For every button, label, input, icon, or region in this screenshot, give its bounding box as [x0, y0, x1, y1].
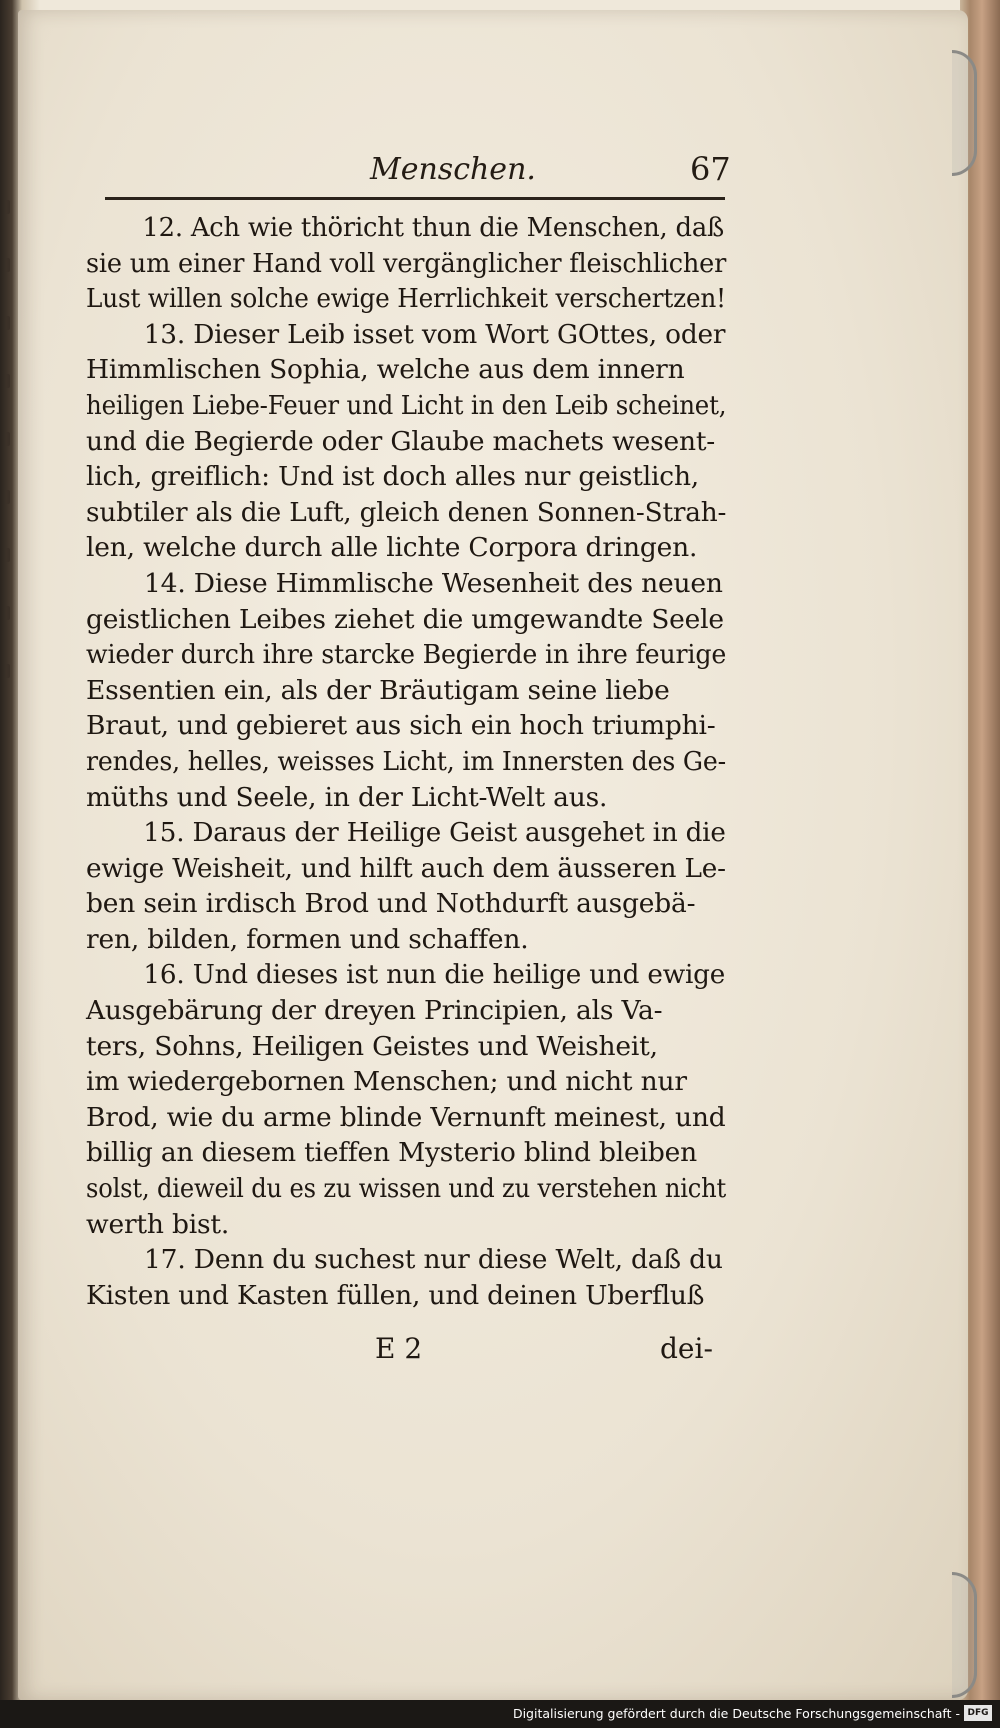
text-line: Braut, und gebieret aus sich ein hoch triumphi-	[86, 710, 716, 742]
page-footer	[90, 1332, 730, 1376]
text-line: sie um einer Hand voll vergänglicher fleischlicher	[86, 247, 727, 279]
attribution-bar	[0, 1700, 1000, 1728]
text-line: rendes, helles, weisses Licht, im Innersten des Ge-	[86, 745, 726, 777]
body-text	[86, 210, 726, 1313]
clasp-bottom	[952, 1572, 977, 1698]
text-line: Kisten und Kasten füllen, und deinen Uberfluß	[86, 1279, 705, 1311]
text-line: lich, greiflich: Und ist doch alles nur geistlich,	[86, 461, 700, 493]
text-line: Lust willen solche ewige Herrlichkeit verschertzen!	[86, 283, 726, 315]
text-line: und die Begierde oder Glaube machets wesent-	[86, 425, 716, 457]
attribution-text: Digitalisierung gefördert durch die Deutsche Forschungsgemeinschaft -	[512, 1706, 960, 1721]
text-line: Ausgebärung der dreyen Principien, als Va-	[86, 995, 663, 1027]
gutter-thread-marks	[2, 200, 16, 720]
text-line: heiligen Liebe-Feuer und Licht in den Leib scheinet,	[86, 389, 727, 421]
text-line: billig an diesem tieffen Mysterio blind bleiben	[86, 1137, 697, 1169]
text-line: 14. Diese Himmlische Wesenheit des neuen	[144, 567, 723, 599]
text-line: 12. Ach wie thöricht thun die Menschen, daß	[142, 212, 725, 243]
text-line: ewige Weisheit, und hilft auch dem äusseren Le-	[86, 852, 726, 884]
page-number: 67	[690, 150, 731, 188]
text-line: ters, Sohns, Heiligen Geistes und Weisheit,	[86, 1030, 658, 1062]
text-line: 15. Daraus der Heilige Geist ausgehet in die	[143, 817, 726, 849]
text-line: 13. Dieser Leib isset vom Wort GOttes, oder	[143, 318, 726, 350]
text-line: len, welche durch alle lichte Corpora dringen.	[86, 532, 698, 564]
text-line: müths und Seele, in der Licht-Welt aus.	[86, 781, 608, 813]
text-line: subtiler als die Luft, gleich denen Sonnen-Strah-	[86, 496, 727, 528]
text-line: wieder durch ihre starcke Begierde in ihre feurige	[86, 639, 727, 671]
dfg-logo-icon: DFG	[964, 1705, 992, 1721]
text-line: ben sein irdisch Brod und Nothdurft ausgebä-	[86, 888, 696, 920]
signature-mark: E 2	[375, 1332, 423, 1365]
text-line: Himmlischen Sophia, welche aus dem innern	[86, 354, 685, 386]
text-line: ren, bilden, formen und schaffen.	[86, 923, 529, 955]
catchword: dei-	[660, 1332, 713, 1365]
clasp-top	[952, 50, 977, 176]
text-line: solst, dieweil du es zu wissen und zu verstehen nicht	[86, 1173, 727, 1205]
text-line: 17. Denn du suchest nur diese Welt, daß du	[144, 1244, 723, 1276]
text-line: geistlichen Leibes ziehet die umgewandte Seele	[86, 603, 724, 635]
running-title: Menschen.	[370, 152, 536, 187]
page-header	[100, 150, 731, 194]
header-rule	[105, 197, 725, 200]
text-line: werth bist.	[86, 1208, 230, 1240]
text-line: 16. Und dieses ist nun die heilige und ewige	[143, 959, 726, 991]
text-line: Brod, wie du arme blinde Vernunft meinest, und	[86, 1101, 726, 1133]
text-line: im wiedergebornen Menschen; und nicht nur	[86, 1066, 687, 1098]
text-line: Essentien ein, als der Bräutigam seine liebe	[86, 674, 670, 706]
